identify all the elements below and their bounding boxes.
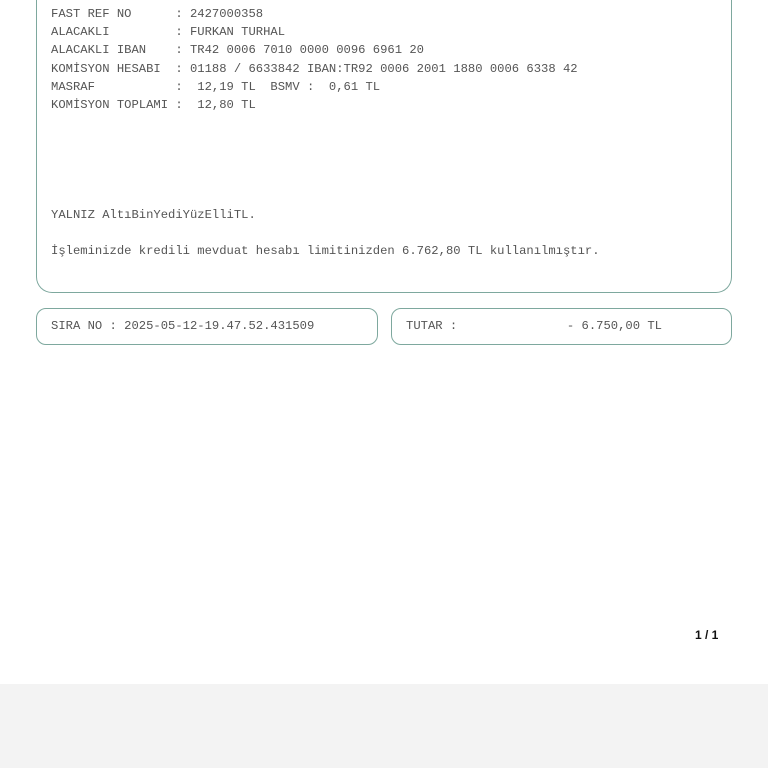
page-indicator: 1 / 1	[695, 628, 719, 642]
amount-value: TUTAR : - 6.750,00 TL	[406, 319, 662, 333]
field-fee: MASRAF : 12,19 TL BSMV : 0,61 TL	[51, 80, 381, 94]
field-commission-account: KOMİSYON HESABI : 01188 / 6633842 IBAN:TR92 0006 2001 1880 0006 6338 42	[51, 62, 578, 76]
amount-box	[391, 308, 732, 345]
sequence-number: SIRA NO : 2025-05-12-19.47.52.431509	[51, 319, 315, 333]
field-recipient-iban: ALACAKLI IBAN : TR42 0006 7010 0000 0096 6961 20	[51, 43, 424, 57]
sequence-number-box	[36, 308, 378, 345]
field-recipient: ALACAKLI : FURKAN TURHAL	[51, 25, 286, 39]
overdraft-note: İşleminizde kredili mevduat hesabı limitinizden 6.762,80 TL kullanılmıştır.	[51, 244, 600, 258]
viewer-background	[0, 684, 768, 768]
field-commission-total: KOMİSYON TOPLAMI : 12,80 TL	[51, 98, 256, 112]
field-fast-ref-no: FAST REF NO : 2427000358	[51, 7, 264, 21]
amount-in-words: YALNIZ AltıBinYediYüzElliTL.	[51, 208, 256, 222]
